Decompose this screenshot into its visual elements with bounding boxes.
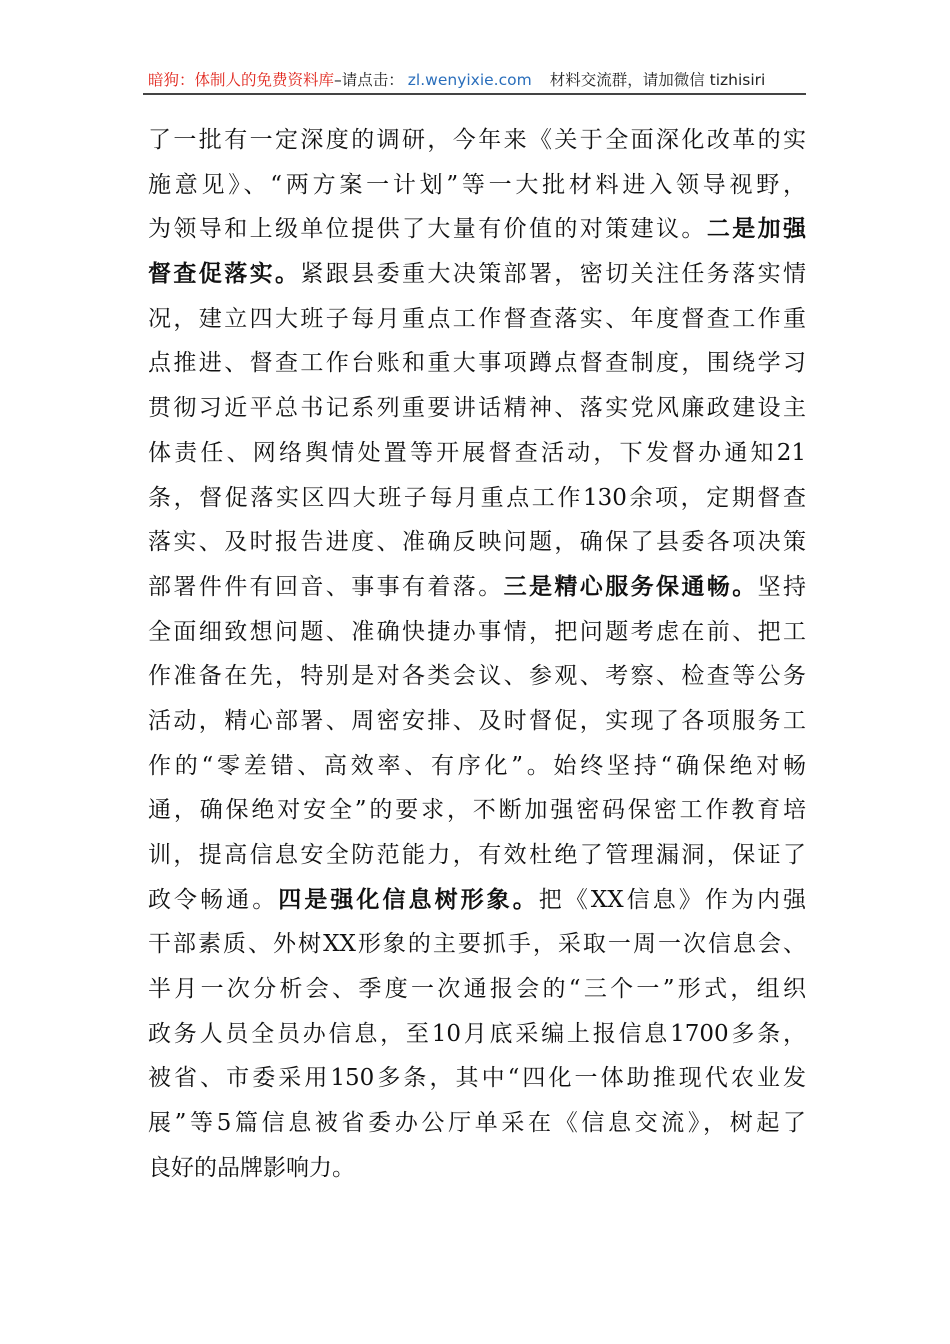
text-line (148, 1056, 806, 1101)
paragraph-text: 坚持 (757, 573, 807, 600)
paragraph-text: 半月一次分析会、季度一次通报会的“三个一”形式，组织 (148, 976, 806, 1003)
paragraph-text: 活动，精心部署、周密安排、及时督促，实现了各项服务工 (148, 707, 806, 734)
page-header (148, 68, 808, 92)
bold-heading-text: 督查促落实。 (148, 260, 301, 288)
paragraph-text: 体责任、网络舆情处置等开展督查活动，下发督办通知21 (148, 439, 806, 466)
paragraph-text: 展”等5篇信息被省委办公厅单采在《信息交流》，树起了 (148, 1110, 806, 1137)
text-line (148, 297, 806, 342)
text-line (148, 1146, 806, 1191)
text-line (148, 565, 806, 610)
paragraph-text: 通，确保绝对安全”的要求，不断加强密码保密工作教育培 (148, 797, 806, 824)
text-line (148, 610, 806, 655)
header-link[interactable]: zl.wenyixie.com (407, 71, 532, 89)
text-line (148, 922, 806, 967)
text-line (148, 476, 806, 521)
paragraph-text: 紧跟县委重大决策部署，密切关注任务落实情 (300, 261, 807, 288)
text-line (148, 1012, 806, 1057)
header-contact: 材料交流群，请加微信 tizhisiri (549, 71, 766, 89)
text-line (148, 163, 806, 208)
header-prompt: –请点击： (334, 71, 404, 89)
bold-heading-text: 二是加强 (706, 215, 807, 243)
text-line (148, 967, 806, 1012)
paragraph-text: 条，督促落实区四大班子每月重点工作130余项，定期督查 (148, 484, 806, 511)
header-divider (143, 93, 806, 95)
paragraph-text: 良好的品牌影响力。 (148, 1154, 355, 1181)
paragraph-text: 干部素质、外树XX形象的主要抓手，采取一周一次信息会、 (148, 931, 806, 958)
text-line (148, 833, 806, 878)
text-line (148, 744, 806, 789)
text-line (148, 788, 806, 833)
paragraph-text: 点推进、督查工作台账和重大事项蹲点督查制度，围绕学习 (148, 350, 806, 377)
text-line (148, 654, 806, 699)
paragraph-text: 政务人员全员办信息，至10月底采编上报信息1700多条， (148, 1020, 806, 1047)
paragraph-text: 政令畅通。 (148, 886, 279, 913)
bold-heading-text: 三是精心服务保通畅。 (503, 572, 758, 600)
paragraph-text: 为领导和上级单位提供了大量有价值的对策建议。 (148, 216, 707, 243)
text-line (148, 699, 806, 744)
paragraph-text: 部署件件有回音、事事有着落。 (148, 573, 504, 600)
paragraph-text: 贯彻习近平总书记系列重要讲话精神、落实党风廉政建设主 (148, 395, 806, 422)
text-line (148, 878, 806, 923)
text-line (148, 252, 806, 297)
paragraph-text: 把《XX信息》作为内强 (538, 886, 807, 913)
header-brand: 暗狗：体制人的免费资料库 (148, 71, 335, 89)
text-line (148, 1101, 806, 1146)
paragraph-text: 训，提高信息安全防范能力，有效杜绝了管理漏洞，保证了 (148, 842, 806, 868)
document-body (148, 118, 806, 1191)
text-line (148, 520, 806, 565)
text-line (148, 118, 806, 163)
bold-heading-text: 四是强化信息树形象。 (278, 885, 539, 913)
paragraph-text: 作的“零差错、高效率、有序化”。始终坚持“确保绝对畅 (148, 752, 806, 779)
paragraph-text: 况，建立四大班子每月重点工作督查落实、年度督查工作重 (148, 305, 806, 332)
text-line (148, 341, 806, 386)
paragraph-text: 被省、市委采用150多条，其中“四化一体助推现代农业发 (148, 1065, 806, 1092)
paragraph-text: 作准备在先，特别是对各类会议、参观、考察、检查等公务 (148, 663, 806, 690)
paragraph-text: 全面细致想问题、准确快捷办事情，把问题考虑在前、把工 (148, 618, 806, 645)
text-line (148, 207, 806, 252)
text-line (148, 386, 806, 431)
paragraph-text: 施意见》、“两方案一计划”等一大批材料进入领导视野， (148, 171, 806, 198)
text-line (148, 431, 806, 476)
paragraph-text: 了一批有一定深度的调研，今年来《关于全面深化改革的实 (148, 127, 806, 153)
paragraph-text: 落实、及时报告进度、准确反映问题，确保了县委各项决策 (148, 529, 806, 556)
